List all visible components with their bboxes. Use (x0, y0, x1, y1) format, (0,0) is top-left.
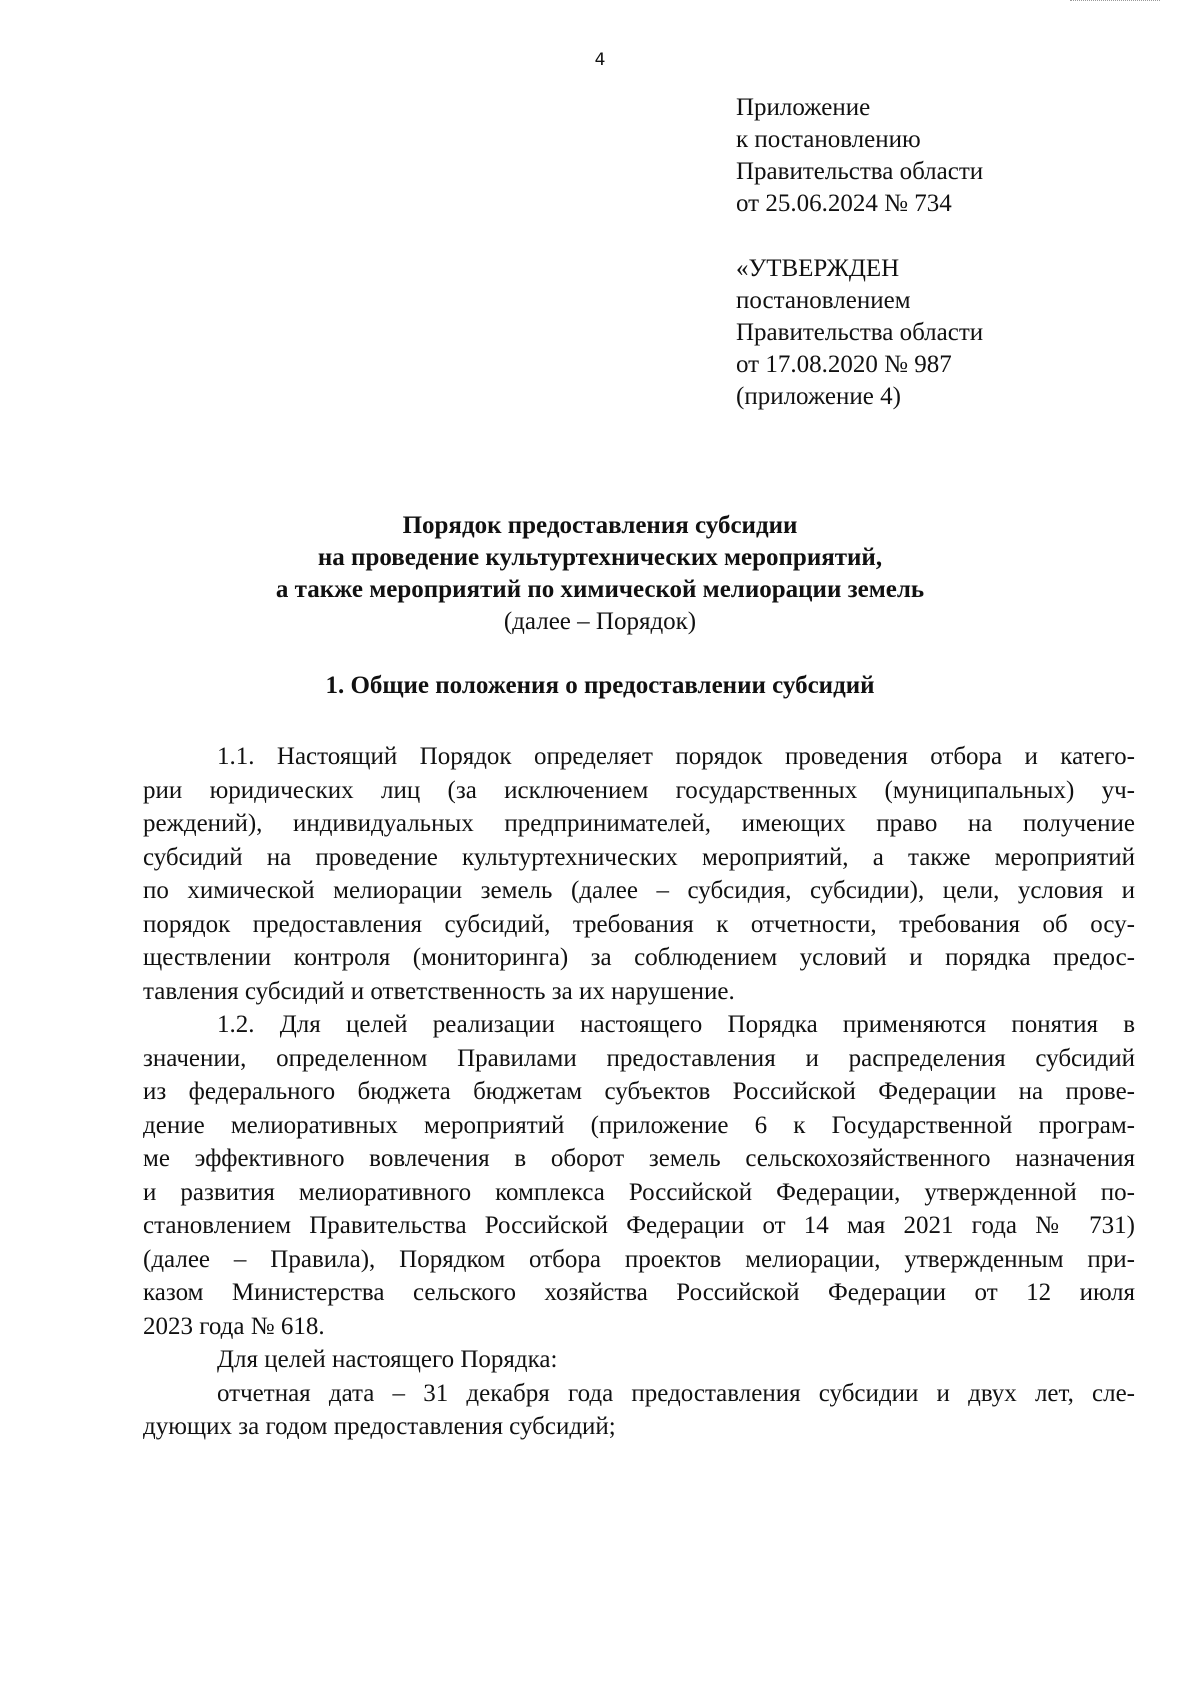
attachment-line: от 25.06.2024 № 734 (736, 190, 952, 217)
paragraph-line: казом Министерства сельского хозяйства Российской Федерации от 12 июля (143, 1279, 1135, 1306)
paragraph-line: и развития мелиоративного комплекса Российской Федерации, утвержденной по- (143, 1178, 1135, 1206)
paragraph-line: тавления субсидий и ответственность за их нарушение. (143, 977, 735, 1005)
paragraph-line: по химической мелиорации земель (далее – субсидия, субсидии), цели, условия и (143, 877, 1135, 904)
approved-line: постановлением (736, 287, 911, 314)
paragraph-line: 1.2. Для целей реализации настоящего Порядка применяются понятия в (217, 1011, 1135, 1038)
paragraph-line: отчетная дата – 31 декабря года предоставления субсидии и двух лет, сле- (217, 1379, 1135, 1407)
paragraph-line: 2023 года № 618. (143, 1312, 325, 1340)
section-heading: 1. Общие положения о предоставлении субсидий (325, 672, 875, 699)
approved-line: от 17.08.2020 № 987 (736, 351, 952, 378)
paragraph-line: из федерального бюджета бюджетам субъектов Российской Федерации на прове- (143, 1078, 1135, 1105)
paragraph-line: ществлении контроля (мониторинга) за соблюдением условий и порядка предос- (143, 944, 1135, 971)
approved-line: (приложение 4) (736, 383, 901, 410)
paragraph-line: 1.1. Настоящий Порядок определяет порядок проведения отбора и катего- (217, 743, 1135, 770)
attachment-line: Правительства области (736, 158, 984, 185)
scan-edge-mark (1070, 0, 1160, 3)
paragraph-1-1 (143, 740, 1135, 1008)
approved-line: Правительства области (736, 319, 984, 346)
approved-header (736, 253, 983, 413)
paragraph-line: дение мелиоративных мероприятий (приложение 6 к Государственной програм- (143, 1111, 1135, 1139)
paragraph-line: становлением Правительства Российской Федерации от 14 мая 2021 года № 731) (143, 1212, 1135, 1239)
paragraph-line: субсидий на проведение культуртехнических мероприятий, а также мероприятий (143, 843, 1135, 871)
reporting-date-definition (143, 1377, 1135, 1444)
paragraph-line: ме эффективного вовлечения в оборот земель сельскохозяйственного назначения (143, 1145, 1135, 1172)
purposes-intro (143, 1343, 1135, 1377)
paragraph-1-2 (143, 1008, 1135, 1343)
paragraph-line: дующих за годом предоставления субсидий; (143, 1413, 616, 1440)
attachment-line: Приложение (736, 94, 871, 121)
attachment-header (736, 92, 983, 220)
title-line: Порядок предоставления субсидии (402, 512, 798, 539)
paragraph-line: рии юридических лиц (за исключением государственных (муниципальных) уч- (143, 776, 1135, 804)
document-title (0, 510, 1200, 638)
paragraph-line: (далее – Правила), Порядком отбора проектов мелиорации, утвержденным при- (143, 1245, 1135, 1273)
section-body (143, 740, 1135, 1444)
attachment-line: к постановлению (736, 126, 921, 153)
page-number: 4 (594, 50, 606, 70)
title-note: (далее – Порядок) (503, 608, 697, 635)
approved-line: «УТВЕРЖДЕН (736, 255, 900, 282)
title-line: на проведение культуртехнических мероприятий, (317, 544, 883, 571)
title-line: а также мероприятий по химической мелиорации земель (275, 576, 925, 603)
paragraph-line: порядок предоставления субсидий, требования к отчетности, требования об осу- (143, 910, 1135, 938)
paragraph-line: реждений), индивидуальных предпринимателей, имеющих право на получение (143, 810, 1135, 837)
paragraph-line: Для целей настоящего Порядка: (217, 1346, 558, 1373)
paragraph-line: значении, определенном Правилами предоставления и распределения субсидий (143, 1044, 1135, 1072)
